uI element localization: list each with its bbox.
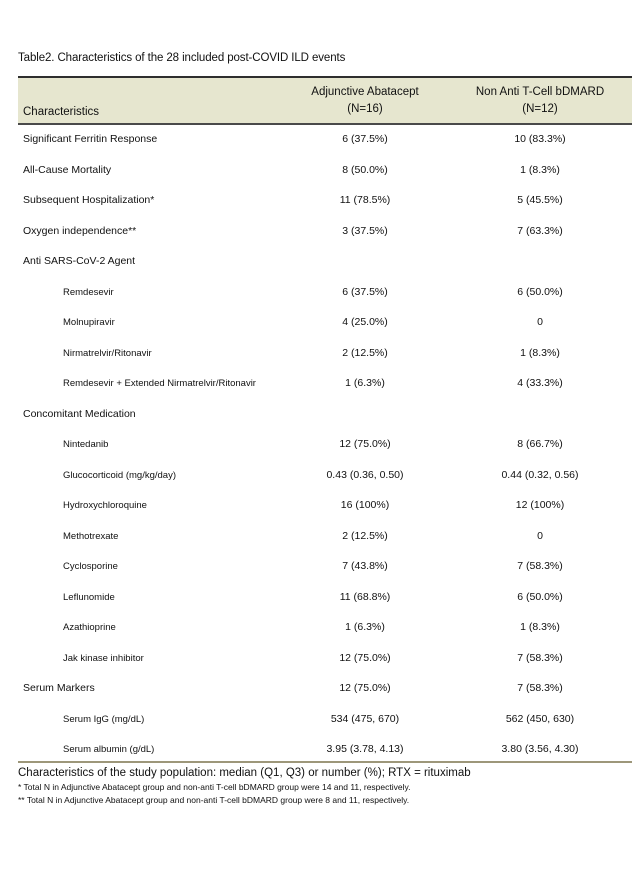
row-value-abatacept: 3.95 (3.78, 4.13): [326, 743, 404, 755]
row-value-non-anti-t-cell: 0: [537, 529, 543, 542]
header-col1-name: Adjunctive Abatacept: [311, 86, 419, 98]
row-value-abatacept: 12 (75.0%): [339, 438, 391, 450]
table-row: [18, 522, 632, 553]
header-adjunctive-abatacept: [275, 84, 455, 118]
table-row: [18, 430, 632, 461]
row-value-abatacept: 0.43 (0.36, 0.50): [326, 468, 404, 481]
row-label: Subsequent Hospitalization*: [23, 194, 155, 206]
row-label: Significant Ferritin Response: [23, 133, 158, 145]
row-label: Cyclosporine: [63, 561, 118, 572]
table-title: Table2. Characteristics of the 28 included post-COVID ILD events: [18, 52, 346, 64]
row-label: Azathioprine: [63, 622, 116, 633]
table-row: [18, 278, 632, 309]
row-label: Nirmatrelvir/Ritonavir: [63, 347, 152, 359]
table-row: [18, 583, 632, 614]
row-value-non-anti-t-cell: 4 (33.3%): [517, 377, 563, 389]
table-row: [18, 217, 632, 248]
row-label: All-Cause Mortality: [23, 163, 112, 176]
row-label: Serum albumin (g/dL): [63, 744, 155, 755]
row-value-non-anti-t-cell: 6 (50.0%): [517, 285, 563, 298]
header-col2-name: Non Anti T-Cell bDMARD: [475, 86, 605, 98]
row-value-abatacept: 7 (43.8%): [342, 560, 388, 572]
section-label: Concomitant Medication: [23, 407, 136, 420]
table-row: [18, 705, 632, 736]
row-value-abatacept: 3 (37.5%): [342, 224, 388, 237]
row-label: Oxygen independence**: [23, 224, 137, 237]
row-value-non-anti-t-cell: 3.80 (3.56, 4.30): [501, 743, 579, 755]
section-label: Serum Markers: [23, 682, 95, 694]
table-row: [18, 613, 632, 644]
row-value-non-anti-t-cell: 7 (63.3%): [517, 224, 563, 237]
header-non-anti-t-cell: [450, 84, 630, 118]
characteristics-table: [18, 76, 632, 766]
row-value-non-anti-t-cell: 10 (83.3%): [514, 133, 566, 145]
table-section-row: [18, 674, 632, 705]
row-label: Leflunomide: [63, 591, 115, 603]
row-value-non-anti-t-cell: 0.44 (0.32, 0.56): [501, 468, 579, 481]
row-label: Molnupiravir: [63, 317, 115, 328]
row-value-abatacept: 2 (12.5%): [342, 346, 388, 359]
table-row: [18, 369, 632, 400]
table-row: [18, 156, 632, 187]
table-row: [18, 308, 632, 339]
row-label: Remdesevir + Extended Nirmatrelvir/Ritonavir: [63, 378, 256, 389]
row-label: Jak kinase inhibitor: [63, 652, 144, 664]
row-value-abatacept: 6 (37.5%): [342, 133, 388, 145]
row-value-abatacept: 534 (475, 670): [330, 712, 400, 725]
row-value-abatacept: 1 (6.3%): [345, 621, 385, 633]
table-header: [18, 76, 632, 125]
table-row: [18, 491, 632, 522]
table-row: [18, 461, 632, 492]
table-row: [18, 186, 632, 217]
row-value-non-anti-t-cell: 12 (100%): [515, 499, 565, 511]
row-label: Methotrexate: [63, 530, 119, 542]
row-value-abatacept: 16 (100%): [340, 499, 390, 511]
row-label: Serum IgG (mg/dL): [63, 713, 145, 725]
row-value-non-anti-t-cell: 562 (450, 630): [505, 712, 575, 725]
row-value-abatacept: 12 (75.0%): [339, 651, 391, 664]
row-value-abatacept: 12 (75.0%): [339, 682, 391, 694]
table-row: [18, 125, 632, 156]
section-label: Anti SARS-CoV-2 Agent: [23, 255, 136, 267]
row-value-abatacept: 1 (6.3%): [345, 377, 385, 389]
table-section-row: [18, 400, 632, 431]
table-footnotes: [18, 766, 632, 807]
row-value-abatacept: 2 (12.5%): [342, 529, 388, 542]
row-value-abatacept: 11 (68.8%): [339, 590, 391, 603]
row-label: Remdesevir: [63, 286, 114, 298]
row-value-non-anti-t-cell: 7 (58.3%): [517, 651, 563, 664]
row-value-non-anti-t-cell: 1 (8.3%): [520, 163, 560, 176]
row-value-abatacept: 4 (25.0%): [342, 316, 388, 328]
row-value-non-anti-t-cell: 5 (45.5%): [517, 194, 563, 206]
row-value-non-anti-t-cell: 0: [537, 316, 543, 328]
row-value-non-anti-t-cell: 1 (8.3%): [520, 621, 560, 633]
header-col2-n: (N=12): [522, 103, 558, 115]
table-bottom-rule: [18, 761, 632, 763]
row-value-non-anti-t-cell: 8 (66.7%): [517, 438, 563, 450]
table-body: [18, 125, 632, 766]
table-section-row: [18, 247, 632, 278]
row-value-abatacept: 6 (37.5%): [342, 285, 388, 298]
header-col1-n: (N=16): [347, 103, 383, 115]
row-value-non-anti-t-cell: 7 (58.3%): [517, 560, 563, 572]
footnote-single-asterisk: * Total N in Adjunctive Abatacept group and non-anti T-cell bDMARD group were 14 and 11, respectively.: [18, 782, 411, 792]
row-value-non-anti-t-cell: 6 (50.0%): [517, 590, 563, 603]
row-label: Hydroxychloroquine: [63, 500, 147, 511]
row-value-non-anti-t-cell: 1 (8.3%): [520, 346, 560, 359]
header-characteristics: Characteristics: [23, 106, 100, 118]
footnote-double-asterisk: ** Total N in Adjunctive Abatacept group and non-anti T-cell bDMARD group were 8 and 11, respectively.: [18, 795, 410, 805]
row-value-abatacept: 11 (78.5%): [339, 194, 391, 206]
table-row: [18, 644, 632, 675]
row-label: Nintedanib: [63, 439, 109, 450]
table-row: [18, 552, 632, 583]
table-row: [18, 339, 632, 370]
row-label: Glucocorticoid (mg/kg/day): [63, 469, 176, 481]
footnote-main: Characteristics of the study population: median (Q1, Q3) or number (%); RTX = rituximab: [18, 767, 471, 779]
row-value-abatacept: 8 (50.0%): [342, 163, 388, 176]
row-value-non-anti-t-cell: 7 (58.3%): [517, 682, 563, 694]
